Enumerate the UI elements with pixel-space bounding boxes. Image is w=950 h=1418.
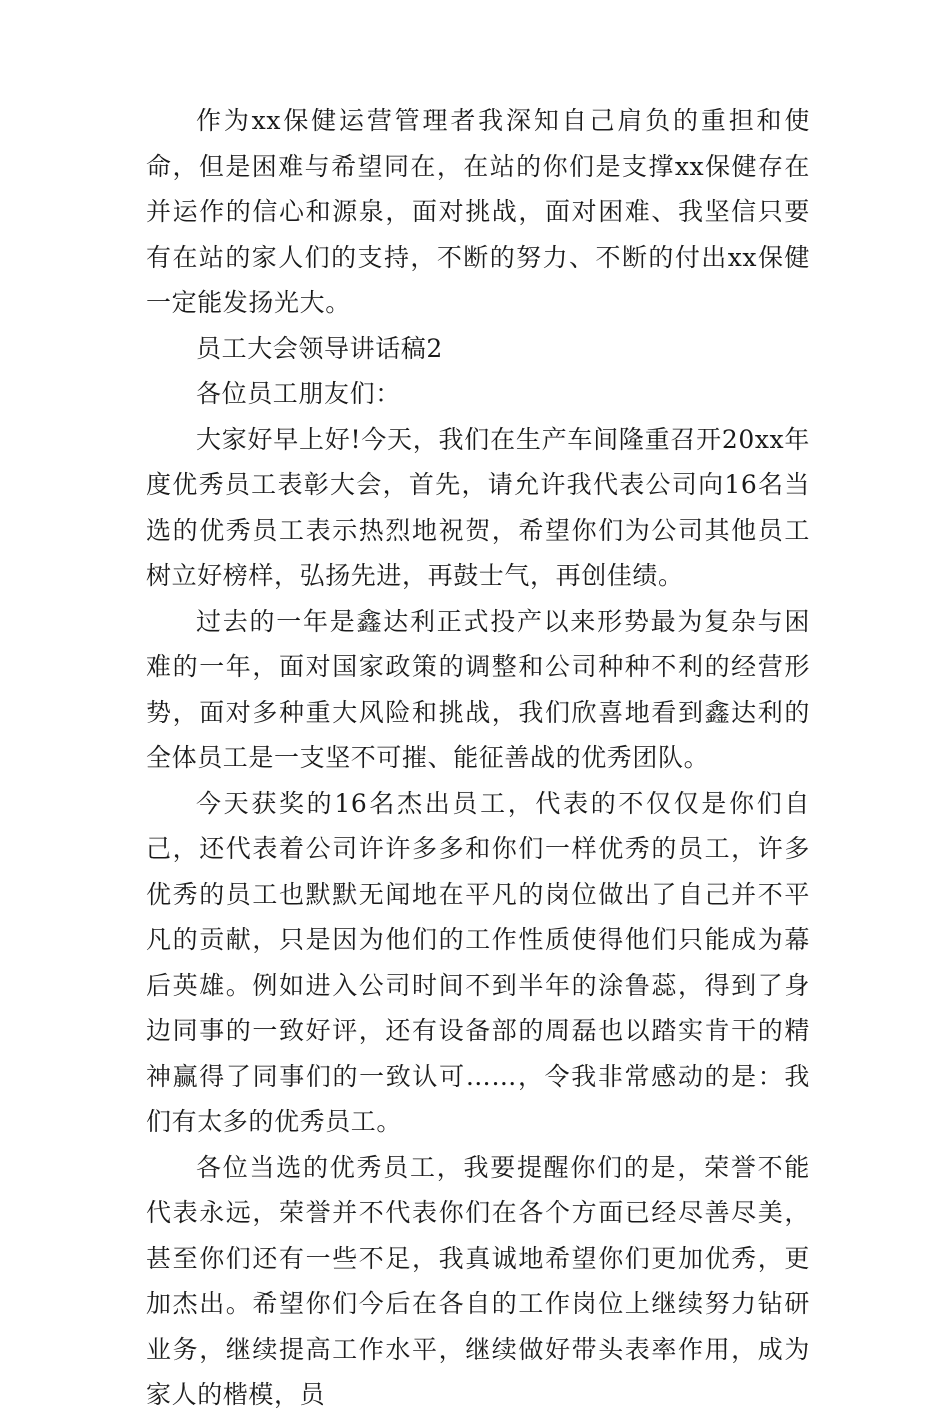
document-body: [146, 98, 810, 1418]
paragraph-award-winners: 今天获奖的16名杰出员工，代表的不仅仅是你们自己，还代表着公司许许多多和你们一样优秀的员工，许多优秀的员工也默默无闻地在平凡的岗位做出了自己并不平凡的贡献，只是因为他们的工作性质使得他们只能成为幕后英雄。例如进入公司时间不到半年的涂鲁蕊，得到了身边同事的一致好评，还有设备部的周磊也以踏实肯干的精神赢得了同事们的一致认可……，令我非常感动的是：我们有太多的优秀员工。: [146, 788, 810, 1136]
paragraph-closing-remarks: 作为xx保健运营管理者我深知自己肩负的重担和使命，但是困难与希望同在，在站的你们是支撑xx保健存在并运作的信心和源泉，面对挑战，面对困难、我坚信只要有在站的家人们的支持，不断的努力、不断的付出xx保健一定能发扬光大。: [146, 106, 810, 317]
speech-title: 员工大会领导讲话稿2: [196, 333, 443, 363]
paragraph-reminder: 各位当选的优秀员工，我要提醒你们的是，荣誉不能代表永远，荣誉并不代表你们在各个方面已经尽善尽美，甚至你们还有一些不足，我真诚地希望你们更加优秀，更加杰出。希望你们今后在各自的工作岗位上继续努力钻研业务，继续提高工作水平，继续做好带头表率作用，成为家人的楷模，员: [146, 1152, 810, 1409]
paragraph-past-year: 过去的一年是鑫达利正式投产以来形势最为复杂与困难的一年，面对国家政策的调整和公司种种不利的经营形势，面对多种重大风险和挑战，我们欣喜地看到鑫达利的全体员工是一支坚不可摧、能征善战的优秀团队。: [146, 606, 810, 772]
speech-salutation: 各位员工朋友们：: [196, 379, 401, 408]
paragraph-greeting: 大家好早上好!今天，我们在生产车间隆重召开20xx年度优秀员工表彰大会，首先，请允许我代表公司向16名当选的优秀员工表示热烈地祝贺，希望你们为公司其他员工树立好榜样，弘扬先进，再鼓士气，再创佳绩。: [146, 424, 810, 590]
